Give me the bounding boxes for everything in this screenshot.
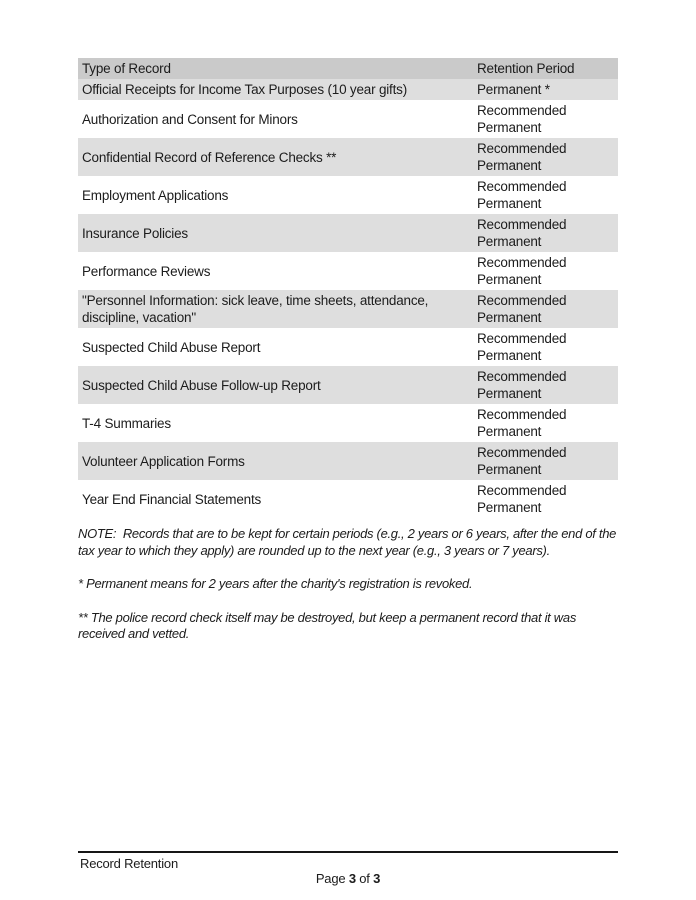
footer-rule <box>78 851 618 853</box>
table-row <box>78 214 618 252</box>
period-cell: Permanent * <box>477 82 550 97</box>
of-word: of <box>359 871 370 886</box>
column-header-type-of-record: Type of Record <box>82 61 171 76</box>
record-cell: Employment Applications <box>82 187 229 203</box>
footer-doc-title: Record Retention <box>80 856 178 871</box>
record-cell: T-4 Summaries <box>82 415 171 431</box>
period-cell: Recommended Permanent <box>477 103 567 135</box>
period-cell: Recommended Permanent <box>477 217 567 249</box>
record-cell: Year End Financial Statements <box>82 491 262 507</box>
note-police-record-check: ** The police record check itself may be destroyed, but keep a permanent record that it was received and vetted. <box>78 609 580 641</box>
table-row <box>78 442 618 480</box>
table-row <box>78 252 618 290</box>
table-row <box>78 176 618 214</box>
note-permanent-definition: * Permanent means for 2 years after the charity's registration is revoked. <box>78 576 473 591</box>
record-cell: Authorization and Consent for Minors <box>82 111 298 127</box>
record-cell: Insurance Policies <box>82 225 188 241</box>
record-cell: Performance Reviews <box>82 263 211 279</box>
page-current: 3 <box>348 871 356 886</box>
table-row <box>78 138 618 176</box>
page-total: 3 <box>373 871 381 886</box>
period-cell: Recommended Permanent <box>477 331 567 363</box>
table-row <box>78 79 618 100</box>
note-general: NOTE: Records that are to be kept for certain periods (e.g., 2 years or 6 years, after the end of the tax year to which they apply) are rounded up to the next year (e.g., 3 years or 7 years). <box>78 526 620 558</box>
table-row <box>78 290 618 328</box>
record-cell: Confidential Record of Reference Checks ** <box>82 149 337 165</box>
period-cell: Recommended Permanent <box>477 407 567 439</box>
table-row <box>78 480 618 518</box>
table-header-row <box>78 58 618 79</box>
record-cell: "Personnel Information: sick leave, time sheets, attendance, discipline, vacation" <box>82 293 429 325</box>
period-cell: Recommended Permanent <box>477 445 567 477</box>
record-cell: Volunteer Application Forms <box>82 453 245 469</box>
page-word: Page <box>315 871 346 886</box>
period-cell: Recommended Permanent <box>477 369 567 401</box>
record-cell: Suspected Child Abuse Follow-up Report <box>82 377 321 393</box>
period-cell: Recommended Permanent <box>477 179 567 211</box>
table-row <box>78 100 618 138</box>
table-row <box>78 366 618 404</box>
column-header-retention-period: Retention Period <box>477 61 575 76</box>
table-row <box>78 404 618 442</box>
record-cell: Suspected Child Abuse Report <box>82 339 261 355</box>
period-cell: Recommended Permanent <box>477 255 567 287</box>
record-cell: Official Receipts for Income Tax Purposes (10 year gifts) <box>82 82 407 97</box>
record-retention-table <box>78 58 618 518</box>
period-cell: Recommended Permanent <box>477 483 567 515</box>
period-cell: Recommended Permanent <box>477 293 567 325</box>
footer-page-number <box>0 871 696 886</box>
period-cell: Recommended Permanent <box>477 141 567 173</box>
table-row <box>78 328 618 366</box>
notes-section <box>78 526 619 660</box>
